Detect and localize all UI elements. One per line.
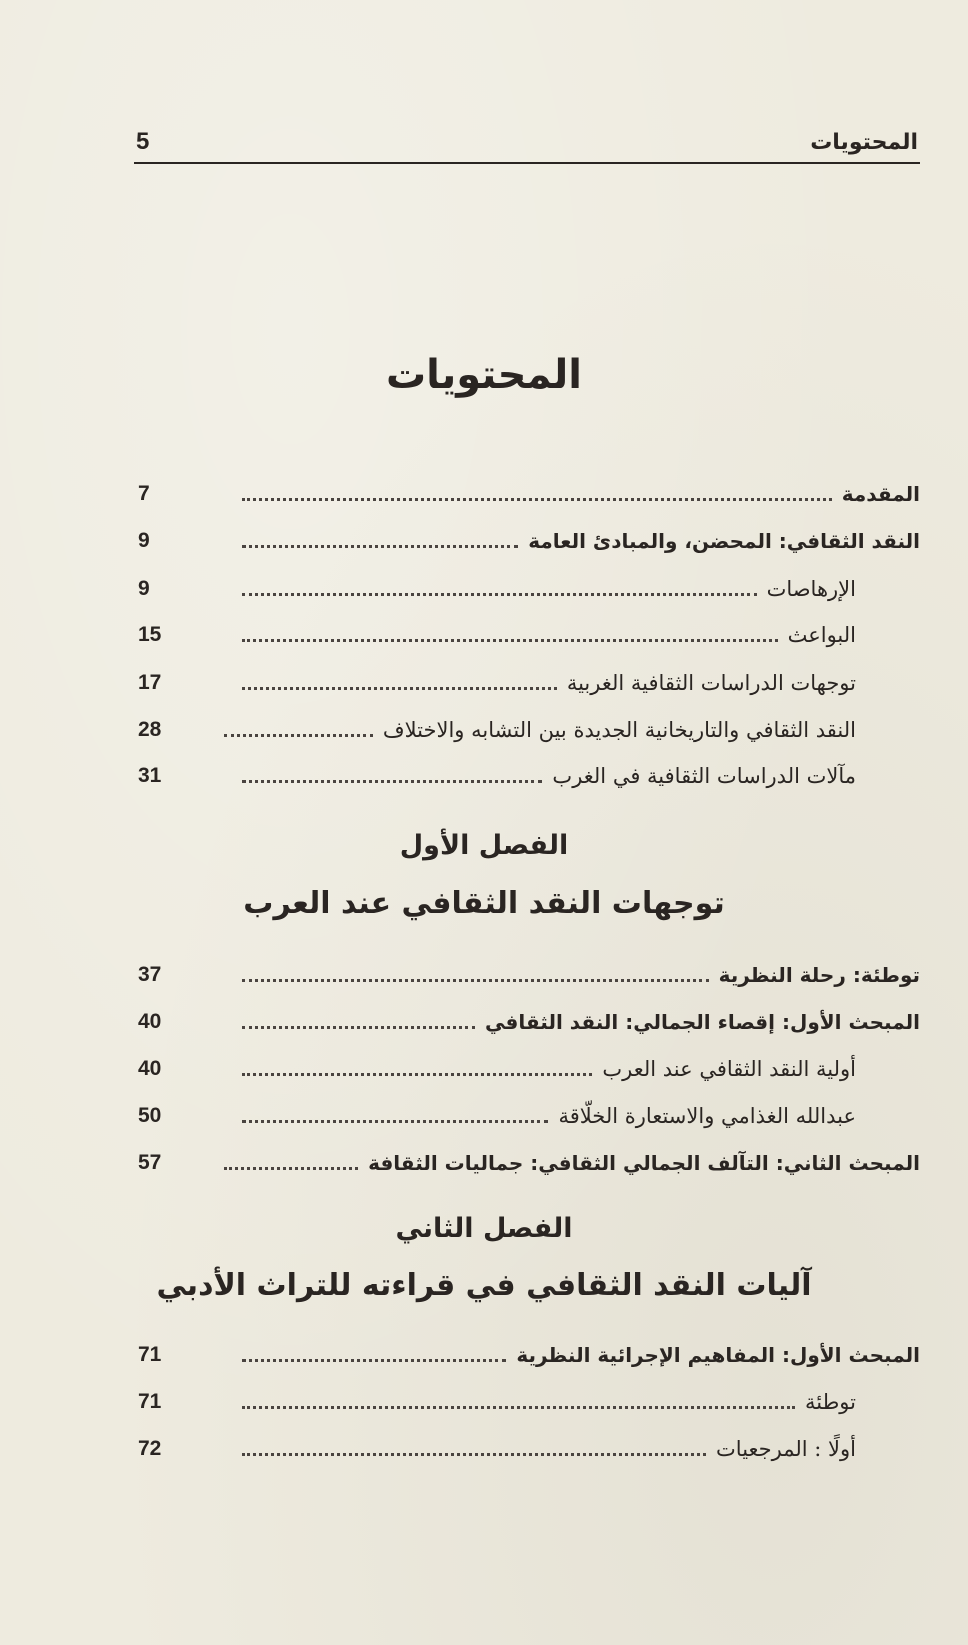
toc-row <box>138 955 920 995</box>
toc-page-number: 9 <box>138 577 150 600</box>
toc-entry-title: النقد الثقافي: المحضن، والمبادئ العامة <box>528 529 920 553</box>
toc-entry-title: توجهات الدراسات الثقافية الغربية <box>566 671 856 695</box>
toc-entry-title: المبحث الثاني: التآلف الجمالي الثقافي: جماليات الثقافة <box>368 1151 920 1175</box>
toc-entry-title: المبحث الأول: إقصاء الجمالي: النقد الثقافي <box>485 1010 920 1034</box>
toc-leader-dots <box>224 1167 358 1170</box>
toc-page-number: 9 <box>138 529 150 552</box>
toc-entry-title: أولية النقد الثقافي عند العرب <box>602 1057 856 1081</box>
toc-page-number: 50 <box>138 1104 162 1127</box>
toc-page-number: 17 <box>138 671 162 694</box>
toc-row <box>138 1382 920 1422</box>
toc-row <box>138 615 920 655</box>
toc-page-number: 71 <box>138 1390 162 1413</box>
toc-row <box>138 474 920 514</box>
toc-page-number: 15 <box>138 623 162 646</box>
toc-leader-dots <box>242 979 709 982</box>
toc-row <box>138 1049 920 1089</box>
toc-entry-title: توطئة: رحلة النظرية <box>718 963 920 987</box>
toc-page-number: 7 <box>138 482 150 505</box>
toc-entry-title: مآلات الدراسات الثقافية في الغرب <box>552 764 856 788</box>
toc-leader-dots <box>224 734 373 737</box>
toc-page-number: 71 <box>138 1343 162 1366</box>
toc-leader-dots <box>242 593 757 596</box>
running-head <box>134 128 920 164</box>
toc-leader-dots <box>242 1359 506 1362</box>
toc-entry-title: أولًا : المرجعيات <box>716 1437 856 1461</box>
toc-leader-dots <box>242 1406 795 1409</box>
toc-row <box>138 1429 920 1469</box>
toc-page-number: 40 <box>138 1010 162 1033</box>
page-title: المحتويات <box>385 352 582 398</box>
toc-entry-title: المقدمة <box>841 482 920 506</box>
toc-entry-title: البواعث <box>787 623 856 647</box>
toc-page-number: 72 <box>138 1437 162 1460</box>
toc-entry-title: عبدالله الغذامي والاستعارة الخلّاقة <box>558 1104 856 1128</box>
toc-leader-dots <box>242 1026 475 1029</box>
chapter-2-title: آليات النقد الثقافي في قراءته للتراث الأدبي <box>156 1268 812 1303</box>
toc-row <box>138 663 920 703</box>
running-head-page-number: 5 <box>136 128 150 155</box>
toc-entry-title: الإرهاصات <box>766 577 856 601</box>
running-head-title: المحتويات <box>810 130 918 155</box>
toc-row <box>138 1096 920 1136</box>
toc-row <box>138 569 920 609</box>
toc-page-number: 37 <box>138 963 162 986</box>
toc-leader-dots <box>242 780 542 783</box>
toc-leader-dots <box>242 1073 592 1076</box>
toc-page-number: 57 <box>138 1151 162 1174</box>
toc-leader-dots <box>242 545 518 548</box>
chapter-2-label: الفصل الثاني <box>395 1213 573 1244</box>
toc-leader-dots <box>242 1453 706 1456</box>
toc-row <box>138 1335 920 1375</box>
toc-leader-dots <box>242 498 832 501</box>
toc-row <box>138 710 920 750</box>
toc-page-number: 40 <box>138 1057 162 1080</box>
toc-page-number: 28 <box>138 718 162 741</box>
chapter-1-label: الفصل الأول <box>399 830 569 861</box>
toc-entry-title: المبحث الأول: المفاهيم الإجرائية النظرية <box>516 1343 920 1367</box>
toc-row <box>138 1002 920 1042</box>
toc-row <box>138 756 920 796</box>
toc-leader-dots <box>242 1120 548 1123</box>
toc-leader-dots <box>242 639 778 642</box>
toc-row <box>138 521 920 561</box>
toc-page-number: 31 <box>138 764 162 787</box>
toc-entry-title: توطئة <box>804 1390 856 1414</box>
chapter-1-title: توجهات النقد الثقافي عند العرب <box>243 886 725 921</box>
toc-leader-dots <box>242 687 557 690</box>
toc-row <box>138 1143 920 1183</box>
toc-entry-title: النقد الثقافي والتاريخانية الجديدة بين التشابه والاختلاف <box>382 718 856 742</box>
